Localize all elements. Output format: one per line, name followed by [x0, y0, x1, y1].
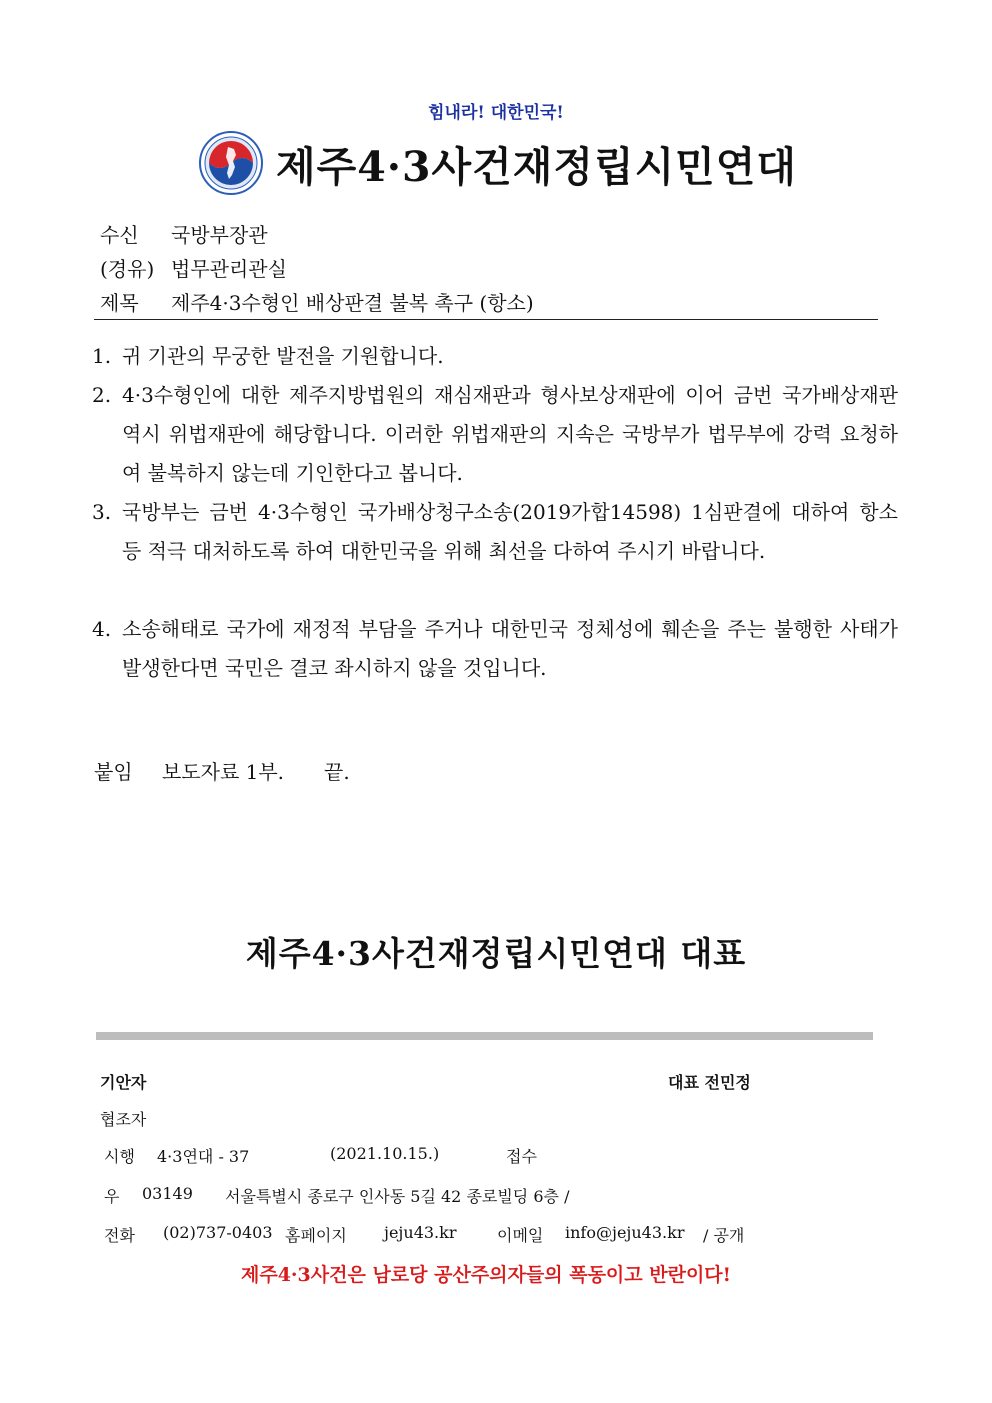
via-label: (경유) — [100, 257, 155, 281]
representative-signature: 제주4·3사건재정립시민연대 대표 — [245, 934, 747, 973]
via-value: 법무관리관실 — [171, 257, 287, 281]
disclosure-status: / 공개 — [703, 1226, 745, 1245]
receipt-label: 접수 — [506, 1147, 537, 1166]
list-item — [92, 610, 898, 688]
attachment-text: 보도자료 1부. — [162, 760, 285, 784]
subject-value: 제주4·3수형인 배상판결 불복 촉구 (항소) — [171, 291, 534, 315]
footer-divider — [96, 1032, 873, 1040]
slogan: 힘내라! 대한민국! — [428, 103, 564, 123]
document-date: (2021.10.15.) — [330, 1144, 440, 1163]
item-text: 소송해태로 국가에 재정적 부담을 주거나 대한민국 정체성에 훼손을 주는 불행한 사태가 발생한다면 국민은 결코 좌시하지 않을 것입니다. — [122, 617, 898, 680]
subject-label: 제목 — [100, 291, 139, 315]
recipient-value: 국방부장관 — [171, 223, 268, 247]
item-number: 4. — [92, 617, 112, 641]
list-item — [92, 337, 898, 376]
phone-number: (02)737-0403 — [163, 1223, 273, 1242]
list-item — [92, 376, 898, 493]
document-number: 4·3연대 - 37 — [157, 1147, 250, 1166]
header-divider — [94, 319, 878, 320]
item-number: 1. — [92, 344, 112, 368]
item-text: 귀 기관의 무궁한 발전을 기원합니다. — [122, 344, 444, 368]
zip-code: 03149 — [142, 1184, 193, 1203]
zip-label: 우 — [104, 1187, 120, 1206]
item-number: 3. — [92, 500, 112, 524]
cooperator-label: 협조자 — [100, 1110, 147, 1129]
attachment-label: 붙임 — [94, 760, 133, 784]
footer-slogan: 제주4·3사건은 남로당 공산주의자들의 폭동이고 반란이다! — [241, 1264, 731, 1286]
address: 서울특별시 종로구 인사동 5길 42 종로빌딩 6층 / — [225, 1187, 570, 1206]
recipient-label: 수신 — [100, 223, 139, 247]
list-item — [92, 493, 898, 571]
approver: 대표 전민정 — [668, 1073, 751, 1092]
homepage-link[interactable]: jeju43.kr — [384, 1223, 457, 1242]
homepage-label: 홈페이지 — [285, 1226, 347, 1245]
email-link[interactable]: info@jeju43.kr — [565, 1223, 685, 1242]
phone-label: 전화 — [104, 1226, 135, 1245]
organization-title: 제주4·3사건재정립시민연대 — [276, 143, 797, 191]
enforce-label: 시행 — [104, 1147, 135, 1166]
emblem-icon — [199, 131, 263, 195]
item-text: 국방부는 금번 4·3수형인 국가배상청구소송(2019가합14598) 1심판결에 대하여 항소 등 적극 대처하도록 하여 대한민국을 위해 최선을 다하여 주시기 바랍니다. — [122, 500, 898, 563]
email-label: 이메일 — [497, 1226, 544, 1245]
attachment-end: 끝. — [324, 760, 350, 784]
item-text: 4·3수형인에 대한 제주지방법원의 재심재판과 형사보상재판에 이어 금번 국가배상재판 역시 위법재판에 해당합니다. 이러한 위법재판의 지속은 국방부가 법무부에 강력 요청하여 불복하지 않는데 기인한다고 봅니다. — [122, 383, 898, 485]
item-number: 2. — [92, 383, 112, 407]
drafter-label: 기안자 — [100, 1073, 147, 1092]
